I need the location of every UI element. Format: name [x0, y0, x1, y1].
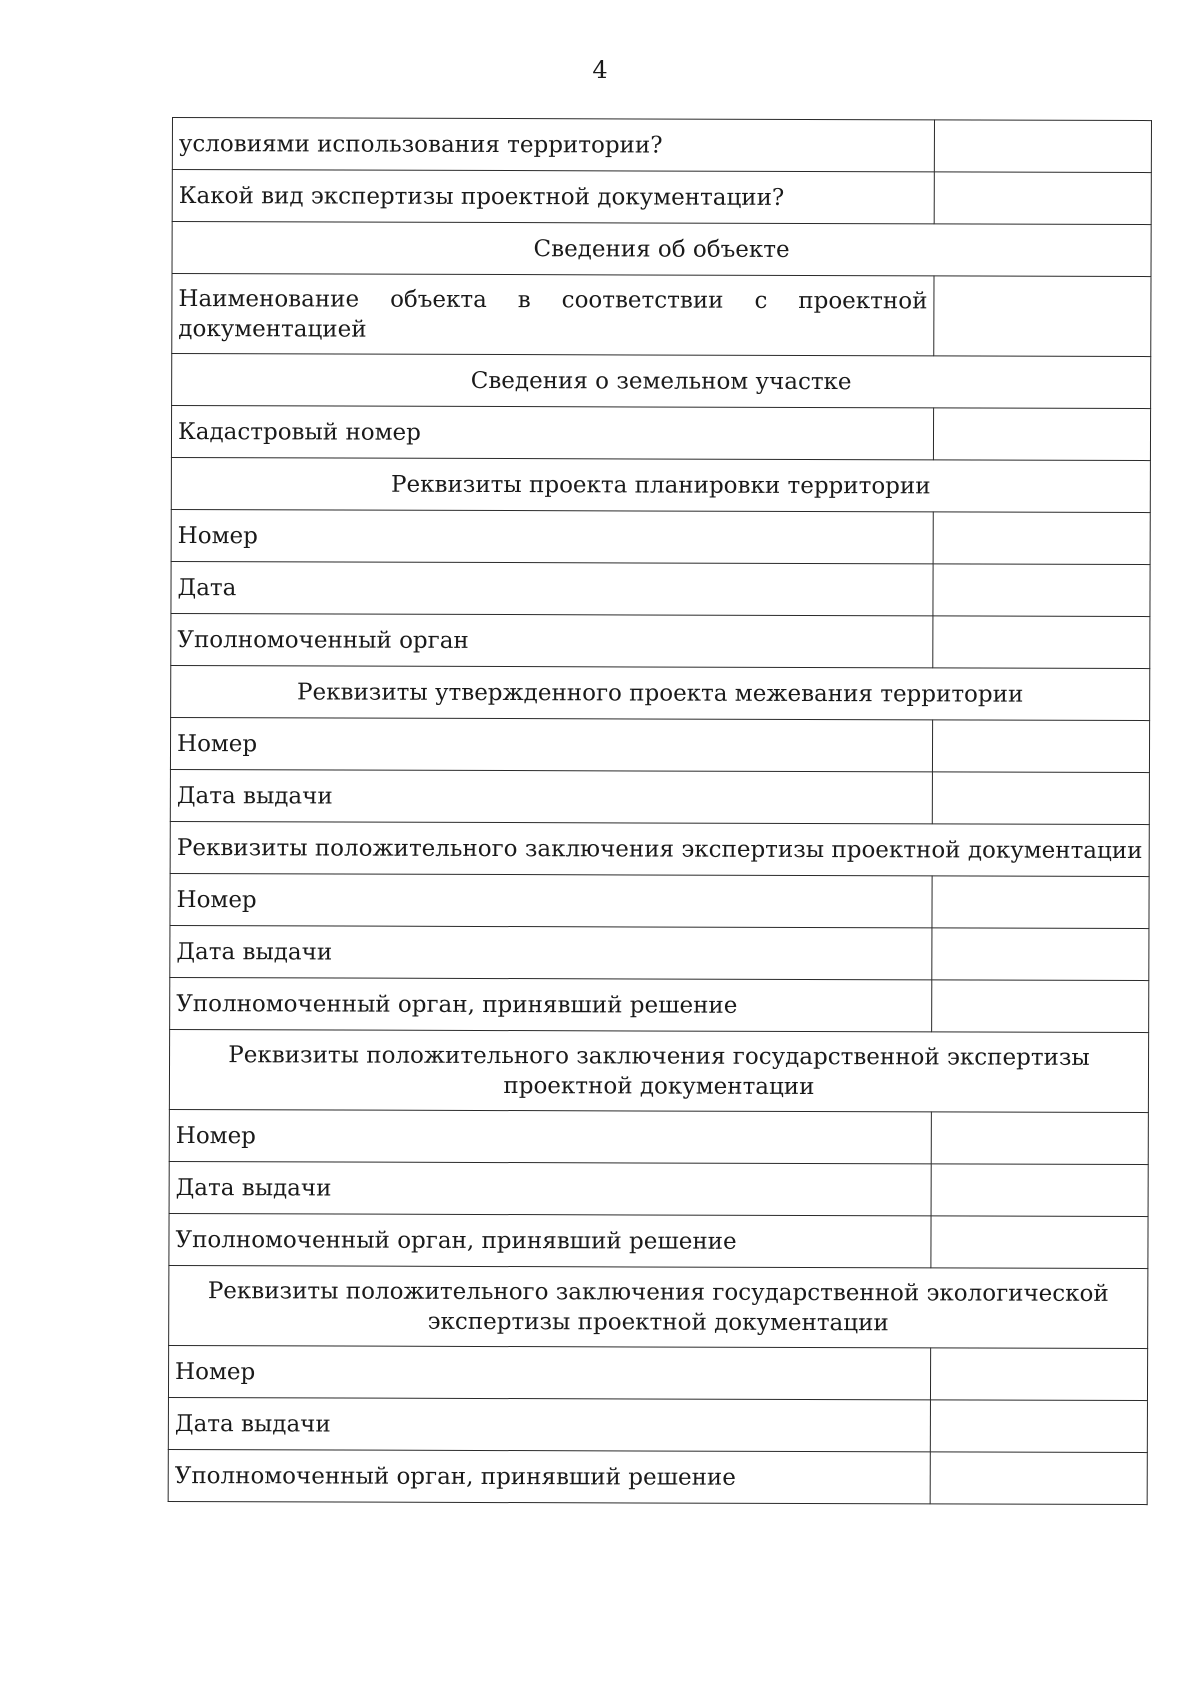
table-row — [170, 769, 1149, 824]
value-cell-cadastral-number[interactable] — [933, 408, 1150, 461]
row-label-ecological-number: Номер — [168, 1345, 930, 1399]
row-label-survey-issue-date: Дата выдачи — [170, 769, 932, 823]
section-row — [171, 665, 1150, 720]
value-cell-planning-authority[interactable] — [933, 616, 1150, 669]
value-cell-state-expertise-issue-date[interactable] — [931, 1164, 1148, 1217]
row-label-planning-number: Номер — [171, 509, 933, 563]
row-label-planning-authority: Уполномоченный орган — [171, 613, 933, 667]
value-cell-expertise-authority[interactable] — [932, 980, 1149, 1033]
section-heading-land-survey-project: Реквизиты утвержденного проекта межевания территории — [171, 665, 1150, 720]
row-label-state-expertise-issue-date: Дата выдачи — [169, 1161, 931, 1215]
value-cell-ecological-number[interactable] — [930, 1348, 1147, 1401]
section-row — [169, 1029, 1148, 1112]
table-row — [169, 1109, 1148, 1164]
table-row — [170, 873, 1149, 928]
row-label-expertise-authority: Уполномоченный орган, принявший решение — [170, 977, 932, 1031]
section-heading-land-plot: Сведения о земельном участке — [172, 354, 1151, 409]
value-cell-survey-issue-date[interactable] — [932, 772, 1149, 825]
row-label-territory-conditions: условиями использования территории? — [172, 118, 934, 172]
value-cell-state-expertise-authority[interactable] — [931, 1216, 1148, 1269]
section-heading-expertise-conclusion: Реквизиты положительного заключения экспертизы проектной документации — [170, 821, 1149, 876]
row-label-state-expertise-authority: Уполномоченный орган, принявший решение — [169, 1213, 931, 1267]
row-label-object-name: Наименование объекта в соответствии с проектной документацией — [172, 274, 934, 356]
value-cell-survey-number[interactable] — [932, 720, 1149, 773]
row-label-state-expertise-number: Номер — [169, 1109, 931, 1163]
row-label-expertise-number: Номер — [170, 873, 932, 927]
value-cell-expertise-issue-date[interactable] — [932, 928, 1149, 981]
value-cell-ecological-authority[interactable] — [930, 1452, 1147, 1505]
section-row — [170, 821, 1149, 876]
value-cell-ecological-issue-date[interactable] — [930, 1400, 1147, 1453]
value-cell-object-name[interactable] — [934, 276, 1151, 357]
section-heading-state-expertise: Реквизиты положительного заключения государственной экспертизы проектной документации — [169, 1029, 1148, 1112]
section-heading-ecological-expertise: Реквизиты положительного заключения государственной экологической экспертизы проектной документации — [169, 1265, 1148, 1348]
application-form-table — [168, 117, 1152, 1505]
value-cell-planning-date[interactable] — [933, 564, 1150, 617]
value-cell-planning-number[interactable] — [933, 512, 1150, 565]
table-row — [168, 1397, 1147, 1452]
section-row — [172, 222, 1151, 277]
table-row — [171, 509, 1150, 564]
section-row — [172, 354, 1151, 409]
section-row — [171, 457, 1150, 512]
value-cell-territory-conditions[interactable] — [934, 120, 1151, 173]
value-cell-state-expertise-number[interactable] — [931, 1112, 1148, 1165]
table-row — [168, 1345, 1147, 1400]
table-row — [171, 406, 1150, 461]
table-row — [172, 274, 1151, 357]
table-row — [169, 1161, 1148, 1216]
table-row — [170, 717, 1149, 772]
row-label-ecological-authority: Уполномоченный орган, принявший решение — [168, 1449, 930, 1503]
row-label-expertise-issue-date: Дата выдачи — [170, 925, 932, 979]
table-row — [172, 170, 1151, 225]
page-number: 4 — [592, 56, 608, 84]
section-heading-object-info: Сведения об объекте — [172, 222, 1151, 277]
row-label-expertise-type: Какой вид экспертизы проектной документации? — [172, 170, 934, 224]
section-row — [169, 1265, 1148, 1348]
table-row — [170, 977, 1149, 1032]
row-label-ecological-issue-date: Дата выдачи — [168, 1397, 930, 1451]
table-row — [170, 925, 1149, 980]
table-row — [168, 1449, 1147, 1504]
table-row — [172, 118, 1151, 173]
table-row — [171, 613, 1150, 668]
table-row — [171, 561, 1150, 616]
row-label-cadastral-number: Кадастровый номер — [171, 406, 933, 460]
value-cell-expertise-type[interactable] — [934, 172, 1151, 225]
table-row — [169, 1213, 1148, 1268]
row-label-planning-date: Дата — [171, 561, 933, 615]
row-label-survey-number: Номер — [170, 717, 932, 771]
value-cell-expertise-number[interactable] — [932, 876, 1149, 929]
section-heading-planning-project: Реквизиты проекта планировки территории — [171, 457, 1150, 512]
